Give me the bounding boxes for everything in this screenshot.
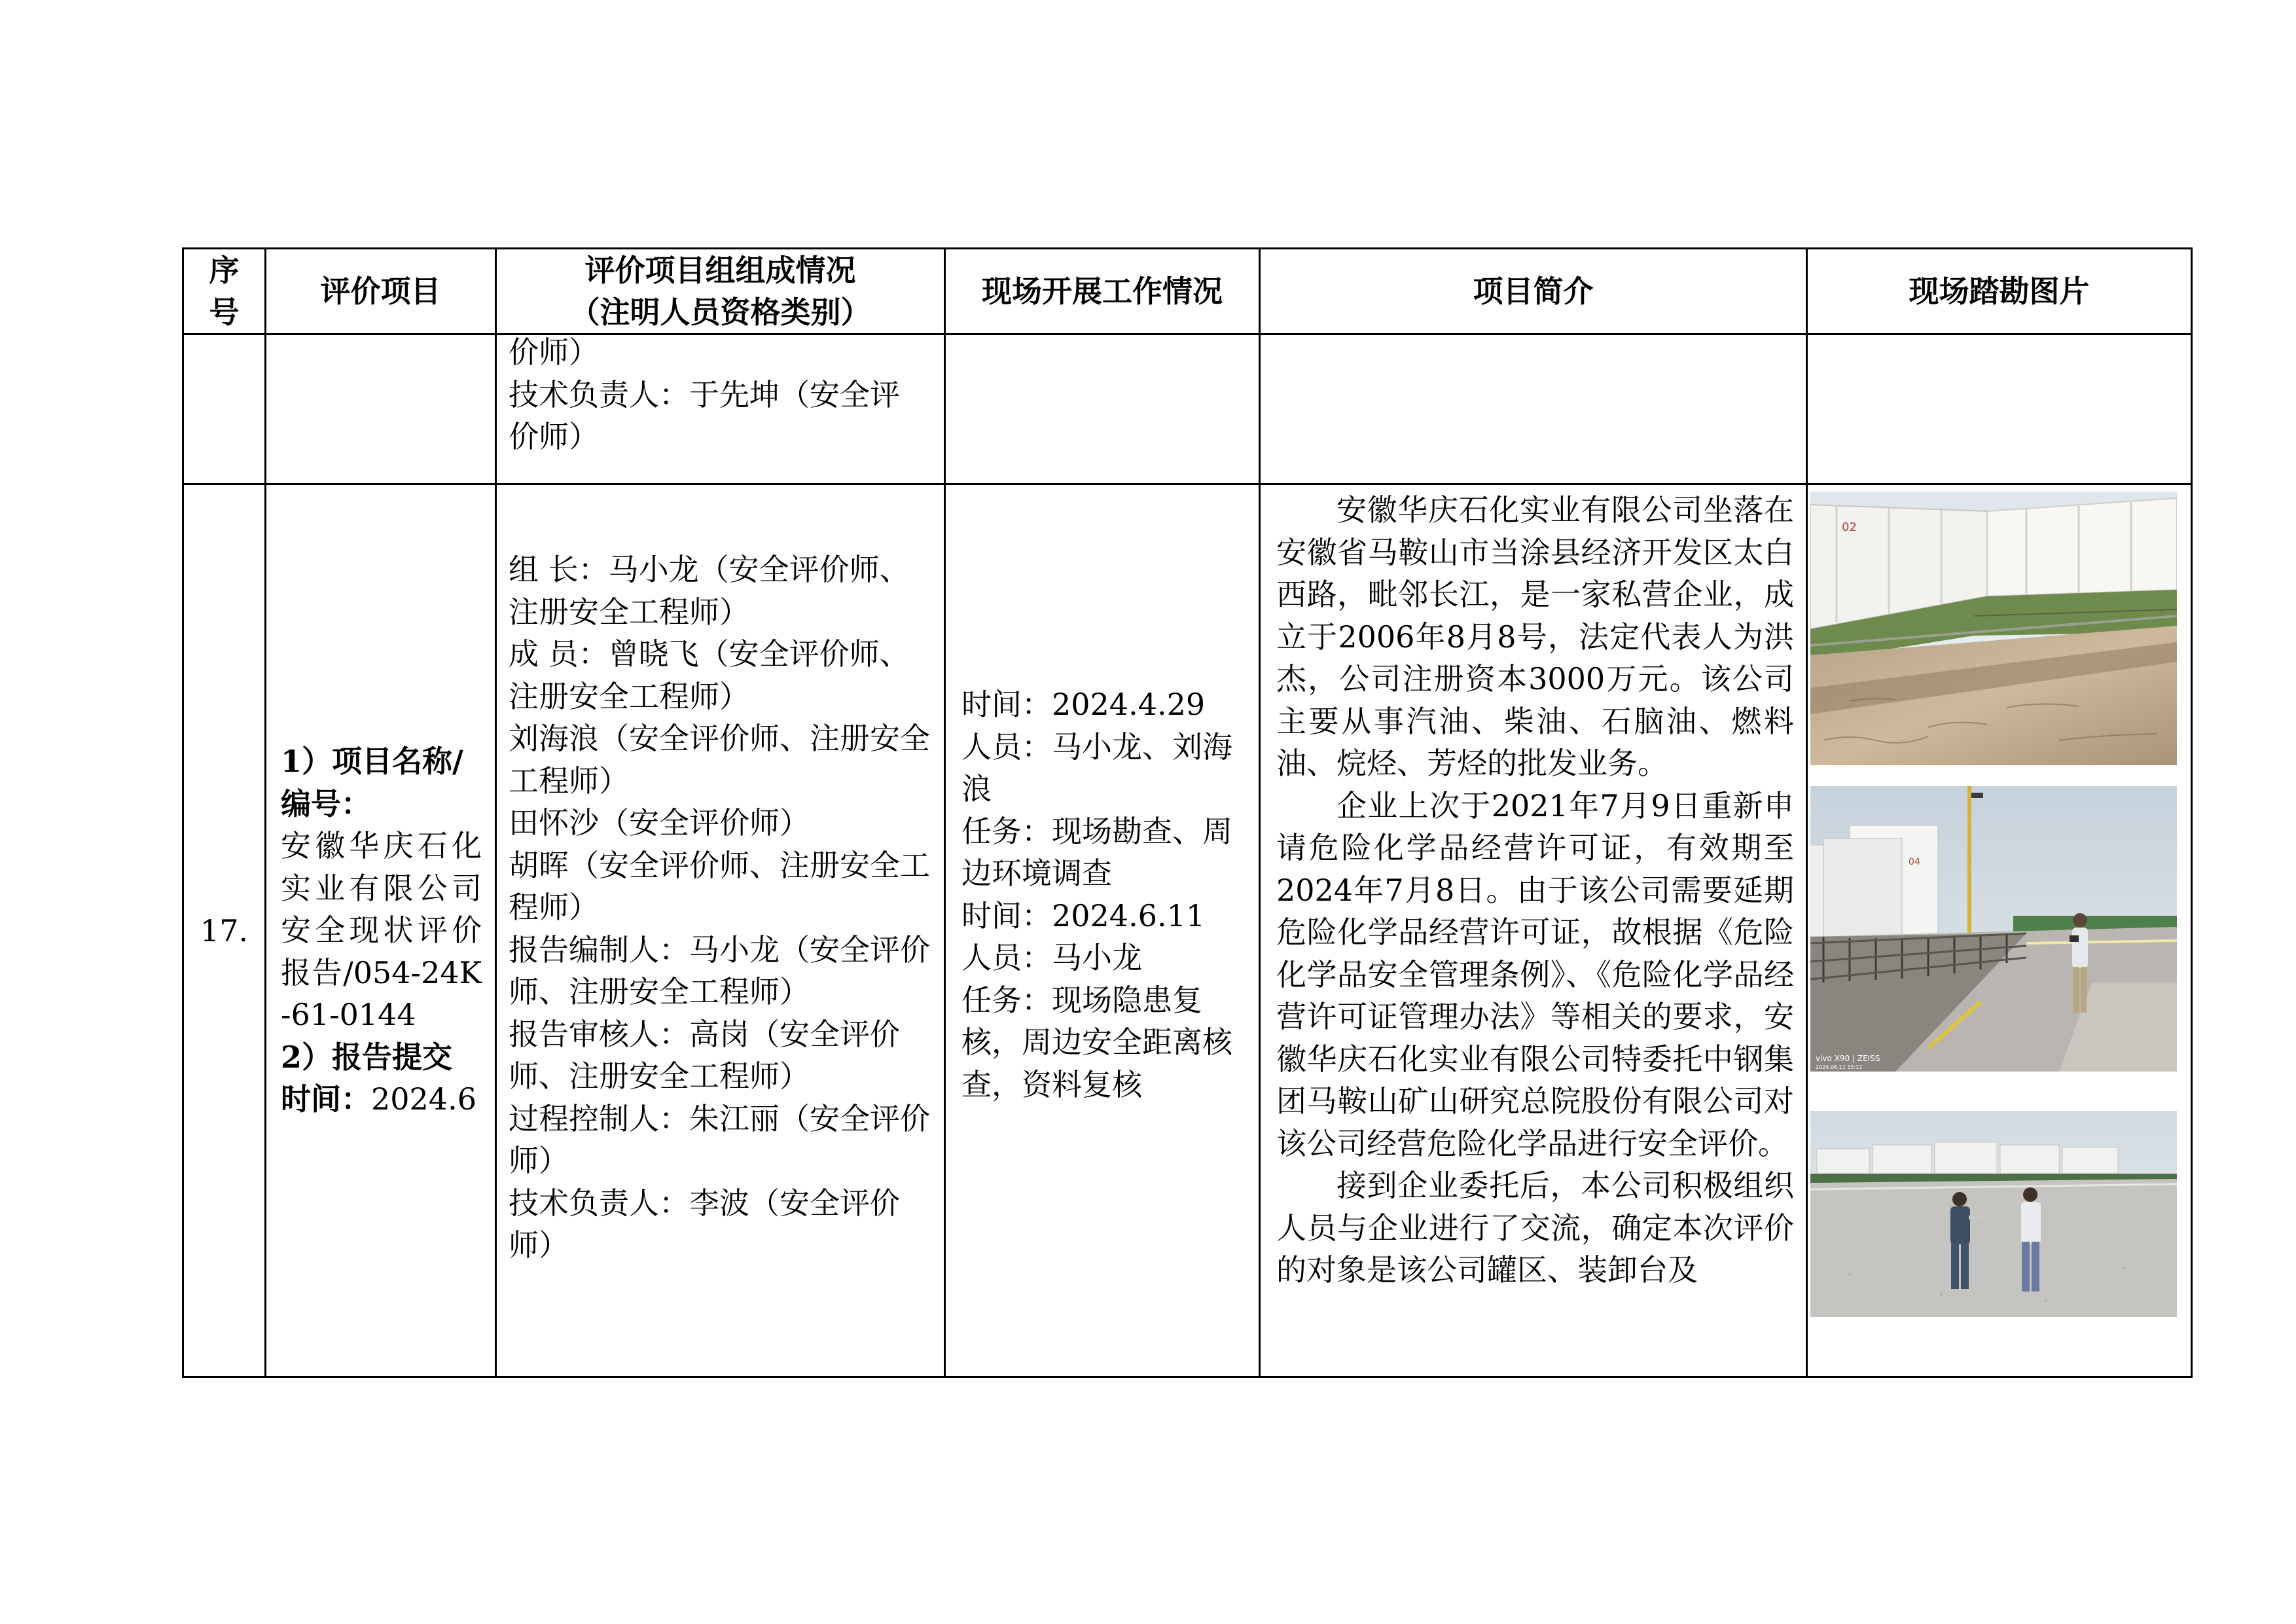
team-line-author: 报告编制人：马小龙（安全评价师、注册安全工程师） — [509, 931, 930, 1010]
team-line-member: 成 员：曾晓飞（安全评价师、注册安全工程师） — [509, 636, 910, 714]
camera-watermark: vivo X90 | ZEISS — [1816, 1054, 1880, 1063]
header-team-line2: （注明人员资格类别） — [569, 295, 871, 330]
site-photo-inspection — [1810, 1111, 2177, 1317]
team-line: 价师） — [509, 419, 599, 454]
work-cell — [945, 484, 1260, 1377]
table-row-17 — [183, 484, 2192, 1377]
team-line-member: 刘海浪（安全评价师、注册安全工程师） — [509, 721, 930, 799]
team-cell — [496, 484, 945, 1377]
header-team — [496, 249, 945, 334]
continued-team-cell — [496, 334, 945, 484]
project-name-value: 安徽华庆石化实业有限公司安全现状评价报告/054-24K-61-0144 — [281, 828, 482, 1033]
intro-paragraph: 安徽华庆石化实业有限公司坐落在安徽省马鞍山市当涂县经济开发区太白西路，毗邻长江，是一家私营企业，成立于2006年8月8号，法定代表人为洪杰，公司注册资本3000万元。该公司主要从事汽油、柴油、石脑油、燃料油、烷烃、芳烃的批发业务。 — [1276, 492, 1794, 781]
header-intro: 项目简介 — [1260, 249, 1807, 334]
header-seq: 序 号 — [183, 249, 266, 334]
continued-work-cell — [945, 334, 1260, 484]
team-line: 技术负责人：于先坤（安全评 — [509, 376, 900, 412]
work-line: 人员：马小龙、刘海浪 — [961, 729, 1232, 806]
project-name-label: 1）项目名称/编号： — [281, 744, 463, 821]
team-line-leader: 组 长：马小龙（安全评价师、注册安全工程师） — [509, 552, 910, 630]
team-line-member: 田怀沙（安全评价师） — [509, 805, 810, 841]
header-project: 评价项目 — [266, 249, 496, 334]
team-line-controller: 过程控制人：朱江丽（安全评价师） — [509, 1100, 930, 1179]
team-line-tech-lead: 技术负责人：李波（安全评价师） — [509, 1185, 900, 1263]
site-photo-road-gate — [1810, 786, 2177, 1072]
team-line-reviewer: 报告审核人：高岗（安全评价师、注册安全工程师） — [509, 1016, 900, 1094]
header-row — [183, 249, 2192, 334]
team-line: 价师） — [509, 334, 599, 370]
intro-cell — [1260, 484, 1807, 1377]
photo-cell — [1807, 484, 2192, 1377]
seq-cell: 17. — [183, 484, 266, 1377]
continued-intro-cell — [1260, 334, 1807, 484]
site-photo-tank-farm — [1810, 492, 2177, 765]
header-photos: 现场踏勘图片 — [1807, 249, 2192, 334]
work-line: 任务：现场勘查、周边环境调查 — [961, 813, 1232, 891]
photo-timestamp: 2024.06.11 15:12 — [1816, 1064, 1863, 1070]
intro-paragraph: 接到企业委托后，本公司积极组织人员与企业进行了交流，确定本次评价的对象是该公司罐区、装卸台及 — [1276, 1168, 1794, 1288]
header-team-line1: 评价项目组组成情况 — [584, 253, 856, 288]
evaluation-table — [182, 247, 2193, 1378]
tank-number: 02 — [1842, 520, 1857, 534]
intro-paragraph: 企业上次于2021年7月9日重新申请危险化学品经营许可证，有效期至2024年7月8日。由于该公司需要延期危险化学品经营许可证，故根据《危险化学品安全管理条例》、《危险化学品经营许可证管理办法》等相关的要求，安徽华庆石化实业有限公司特委托中钢集团马鞍山矿山研究总院股份有限公司对该公司经营危险化学品进行安全评价。 — [1276, 787, 1794, 1161]
continued-project-cell — [266, 334, 496, 484]
work-line: 人员：马小龙 — [961, 940, 1142, 975]
work-line: 时间：2024.6.11 — [961, 897, 1206, 933]
work-line: 时间：2024.4.29 — [961, 687, 1206, 722]
header-work: 现场开展工作情况 — [945, 249, 1260, 334]
work-line: 任务：现场隐患复核，周边安全距离核查，资料复核 — [961, 982, 1232, 1102]
team-line-member: 胡晖（安全评价师、注册安全工程师） — [509, 847, 930, 926]
report-date-value: 2024.6 — [371, 1081, 476, 1117]
continued-row — [183, 334, 2192, 484]
continued-seq-cell — [183, 334, 266, 484]
project-cell — [266, 484, 496, 1377]
continued-photo-cell — [1807, 334, 2192, 484]
report-date-label: 2）报告提交时间： — [281, 1039, 453, 1117]
tank-number: 04 — [1909, 857, 1920, 867]
